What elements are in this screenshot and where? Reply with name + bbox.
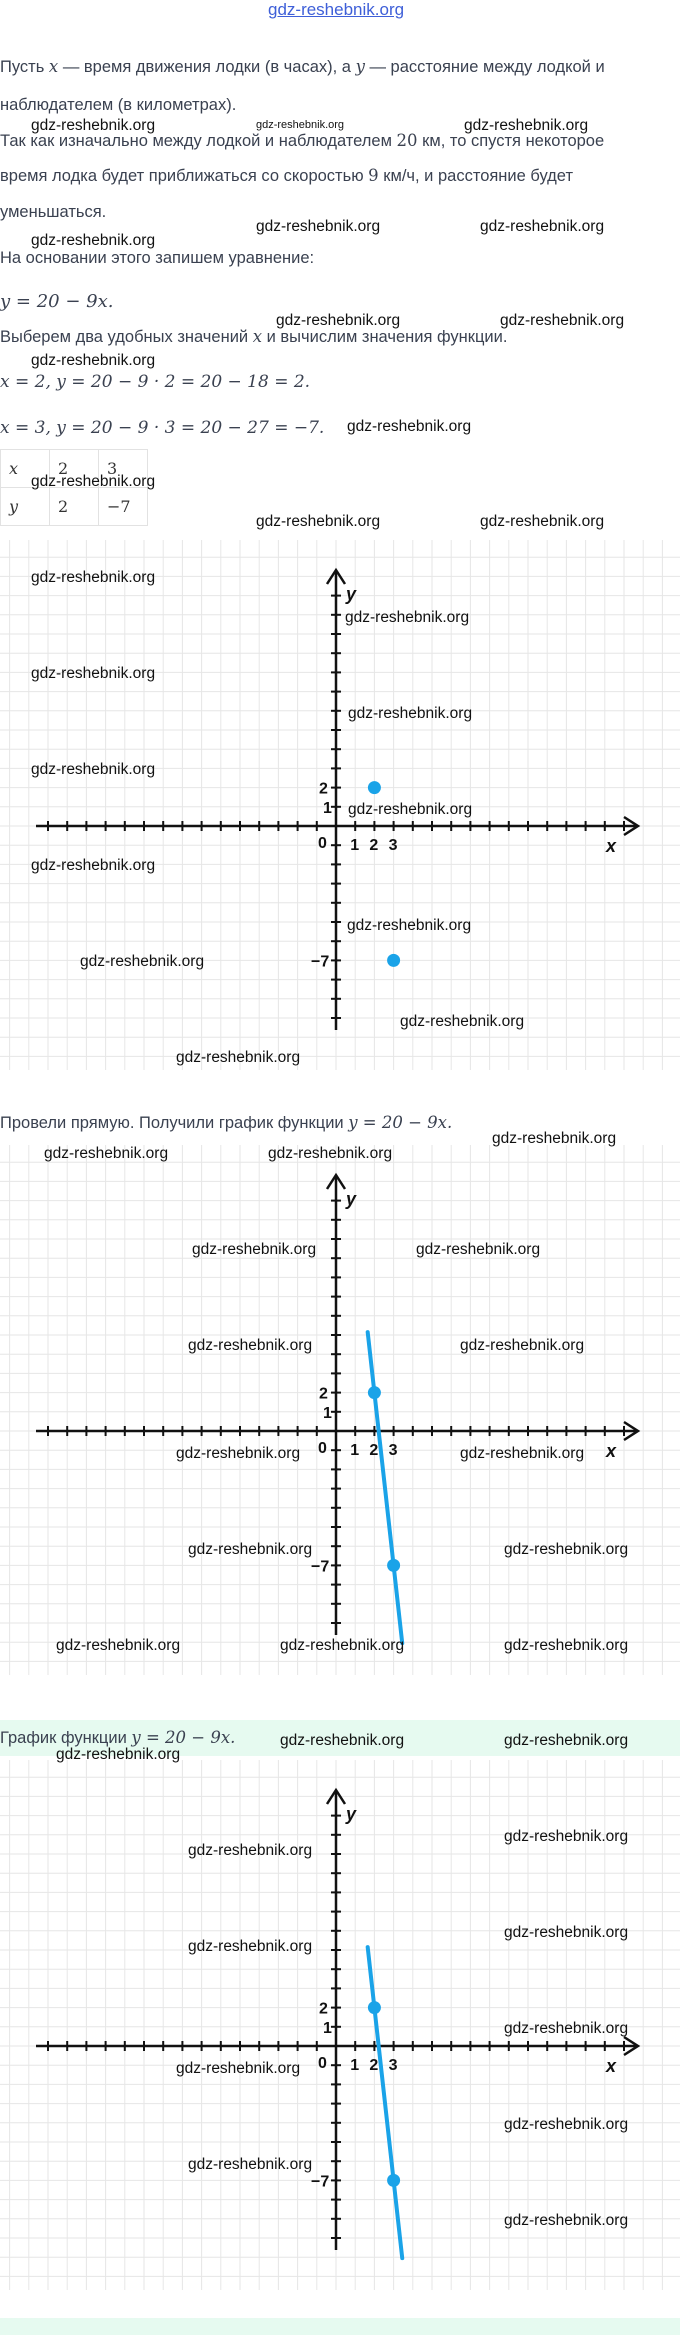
watermark: gdz-reshebnik.org [504, 1541, 629, 1558]
watermark: gdz-reshebnik.org [188, 1337, 313, 1354]
watermark: gdz-reshebnik.org [480, 218, 605, 235]
watermark: gdz-reshebnik.org [31, 665, 156, 682]
data-point [368, 2001, 381, 2014]
x-tick-label: 3 [388, 2057, 398, 2074]
number-20: 20 [396, 131, 418, 150]
table-cell: 2 [50, 488, 99, 526]
y-tick-label: 1 [323, 799, 332, 817]
x-axis-label: x [606, 836, 617, 856]
watermark: gdz-reshebnik.org [192, 1241, 317, 1258]
x-axis-label: x [606, 1441, 617, 1461]
table-row [1, 488, 148, 526]
watermark: gdz-reshebnik.org [347, 917, 472, 934]
watermark: gdz-reshebnik.org [31, 761, 156, 778]
y-tick-label: −7 [311, 2173, 330, 2191]
paragraph-equation-intro: На основании этого запишем уравнение: [0, 249, 315, 267]
y-tick-label: 2 [319, 1385, 328, 1403]
y-axis-label: y [346, 1189, 357, 1209]
data-point [368, 781, 381, 794]
number-9: 9 [368, 166, 379, 185]
x-tick-label: 1 [350, 837, 360, 854]
graph-points [0, 540, 680, 1070]
text-run: — расстояние между лодкой и [364, 58, 605, 76]
watermark: gdz-reshebnik.org [400, 1013, 525, 1030]
paragraph-choose-values [0, 326, 507, 348]
y-tick-label: 2 [319, 2000, 328, 2018]
equation-inline: y = 20 − 9x. [348, 1113, 453, 1132]
calculation-2: x = 3, y = 20 − 9 · 3 = 20 − 27 = −7. [0, 418, 325, 438]
watermark: gdz-reshebnik.org [56, 1746, 181, 1763]
text-run: время лодка будет приближаться со скоростью [0, 167, 369, 185]
paragraph-line-drawn [0, 1112, 452, 1134]
equation-main: y = 20 − 9x. [0, 291, 114, 312]
x-tick-label: 1 [350, 1442, 360, 1459]
watermark: gdz-reshebnik.org [56, 1637, 181, 1654]
table-cell: −7 [99, 488, 148, 526]
x-tick-label: 1 [350, 2057, 360, 2074]
origin-label: 0 [318, 835, 327, 852]
var-x: x [252, 327, 263, 346]
x-tick-label: 2 [369, 2057, 379, 2074]
watermark: gdz-reshebnik.org [280, 1637, 405, 1654]
y-tick-label: 2 [319, 780, 328, 798]
watermark: gdz-reshebnik.org [31, 352, 156, 369]
text-run: — время движения лодки (в часах), а [58, 58, 356, 76]
watermark: gdz-reshebnik.org [276, 312, 401, 329]
data-point [387, 1559, 400, 1572]
watermark: gdz-reshebnik.org [492, 1130, 617, 1147]
watermark: gdz-reshebnik.org [31, 857, 156, 874]
var-x: x [48, 57, 59, 76]
watermark: gdz-reshebnik.org [504, 1828, 629, 1845]
function-line [368, 1947, 403, 2258]
watermark: gdz-reshebnik.org [280, 1732, 405, 1749]
watermark: gdz-reshebnik.org [256, 513, 381, 530]
watermark: gdz-reshebnik.org [188, 1541, 313, 1558]
answer-band-bottom [0, 2318, 680, 2335]
origin-label: 0 [318, 2055, 327, 2072]
text-run: Так как изначально между лодкой и наблюдателем [0, 132, 397, 150]
paragraph-intro [0, 56, 605, 78]
watermark: gdz-reshebnik.org [176, 1049, 301, 1066]
watermark: gdz-reshebnik.org [31, 473, 156, 490]
x-axis-label: x [606, 2056, 617, 2076]
watermark: gdz-reshebnik.org [80, 953, 205, 970]
watermark: gdz-reshebnik.org [504, 1637, 629, 1654]
watermark: gdz-reshebnik.org [504, 2212, 629, 2229]
watermark: gdz-reshebnik.org [480, 513, 605, 530]
watermark: gdz-reshebnik.org [188, 1842, 313, 1859]
text-run: Пусть [0, 58, 49, 76]
y-tick-label: −7 [311, 953, 330, 971]
x-tick-label: 2 [369, 837, 379, 854]
graph-line [0, 1145, 680, 1675]
text-run: Выберем два удобных значений [0, 328, 253, 346]
var-y: y [355, 57, 365, 76]
watermark: gdz-reshebnik.org [504, 2116, 629, 2133]
watermark: gdz-reshebnik.org [31, 232, 156, 249]
origin-label: 0 [318, 1440, 327, 1457]
watermark: gdz-reshebnik.org [188, 2156, 313, 2173]
watermark: gdz-reshebnik.org [44, 1145, 169, 1162]
watermark: gdz-reshebnik.org [460, 1445, 585, 1462]
watermark: gdz-reshebnik.org [188, 1938, 313, 1955]
watermark: gdz-reshebnik.org [500, 312, 625, 329]
data-point [368, 1386, 381, 1399]
watermark: gdz-reshebnik.org [504, 1924, 629, 1941]
watermark: gdz-reshebnik.org [176, 2060, 301, 2077]
watermark: gdz-reshebnik.org [345, 609, 470, 626]
watermark: gdz-reshebnik.org [464, 117, 589, 134]
text-run: км/ч, и расстояние будет [378, 167, 573, 185]
text-run: и вычислим значения функции. [262, 328, 508, 346]
watermark: gdz-reshebnik.org [504, 1732, 629, 1749]
x-tick-label: 3 [388, 837, 398, 854]
y-tick-label: 1 [323, 1404, 332, 1422]
watermark: gdz-reshebnik.org [256, 119, 345, 131]
paragraph-intro-line2: наблюдателем (в километрах). [0, 96, 237, 114]
text-run: км, то спустя некоторое [417, 132, 605, 150]
text-run: График функции [0, 1729, 132, 1747]
watermark: gdz-reshebnik.org [416, 1241, 541, 1258]
watermark: gdz-reshebnik.org [31, 117, 156, 134]
watermark: gdz-reshebnik.org [348, 705, 473, 722]
watermark: gdz-reshebnik.org [460, 1337, 585, 1354]
y-tick-label: −7 [311, 1558, 330, 1576]
watermark: gdz-reshebnik.org [176, 1445, 301, 1462]
watermark: gdz-reshebnik.org [348, 801, 473, 818]
watermark: gdz-reshebnik.org [256, 218, 381, 235]
y-axis-label: y [346, 1804, 357, 1824]
table-cell: y [1, 488, 50, 526]
text-run: Провели прямую. Получили график функции [0, 1114, 349, 1132]
watermark: gdz-reshebnik.org [268, 1145, 393, 1162]
watermark: gdz-reshebnik.org [347, 418, 472, 435]
y-tick-label: 1 [323, 2019, 332, 2037]
watermark: gdz-reshebnik.org [31, 569, 156, 586]
x-tick-label: 2 [369, 1442, 379, 1459]
table-cell: x [1, 450, 50, 488]
calculation-1: x = 2, y = 20 − 9 · 2 = 20 − 18 = 2. [0, 372, 311, 392]
data-point [387, 954, 400, 967]
x-tick-label: 3 [388, 1442, 398, 1459]
watermark: gdz-reshebnik.org [504, 2020, 629, 2037]
equation-inline: y = 20 − 9x. [131, 1728, 236, 1747]
table-cell: 2 [50, 450, 99, 488]
data-point [387, 2174, 400, 2187]
paragraph-distance-line3: уменьшаться. [0, 203, 107, 221]
function-line [368, 1332, 403, 1643]
paragraph-distance-line2 [0, 165, 573, 187]
site-link[interactable]: gdz-reshebnik.org [268, 0, 405, 19]
y-axis-label: y [346, 584, 357, 604]
table-cell: 3 [99, 450, 148, 488]
